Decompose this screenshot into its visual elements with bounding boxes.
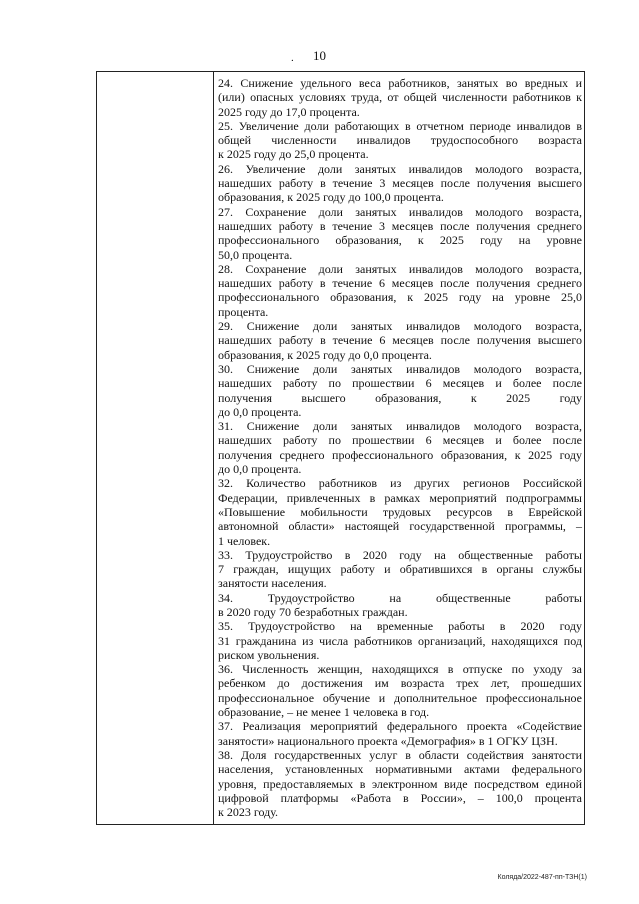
list-item (218, 591, 582, 620)
list-item-line: нашедших работу по прошествии 6 месяцев и более после (218, 433, 582, 448)
list-item-line: уровня, предоставляемых в электронном виде посредством единой (218, 776, 582, 791)
column-divider (213, 72, 214, 824)
list-item-line: занятости населения. (218, 576, 327, 591)
list-item (218, 162, 582, 205)
list-item-line: до 0,0 процента. (218, 404, 302, 419)
list-item-line: цифровой платформы «Работа в России», – 100,0 процента (218, 790, 582, 805)
list-item-line: профессионального образования, к 2025 году на уровне 25,0 (218, 290, 582, 305)
list-item-line: занятости» национального проекта «Демография» в 1 ОГКУ ЦЗН. (218, 733, 558, 748)
list-item-line: к 2025 году до 25,0 процента. (218, 147, 369, 162)
list-item-line: 2025 году до 17,0 процента. (218, 104, 360, 119)
list-item-line: 27. Сохранение доли занятых инвалидов молодого возраста, (218, 204, 582, 219)
list-item-line: к 2023 году. (218, 805, 279, 820)
list-item (218, 419, 582, 476)
list-item-line: 32. Количество работников из других регионов Российской (218, 476, 582, 491)
list-item-line: 28. Сохранение доли занятых инвалидов молодого возраста, (218, 261, 582, 276)
list-item-line: 30. Снижение доли занятых инвалидов молодого возраста, (218, 361, 582, 376)
list-item-line: 31. Снижение доли занятых инвалидов молодого возраста, (218, 419, 582, 434)
list-item-line: автономной области» настоящей государственной программы, – (218, 519, 582, 534)
list-item-line: 31 гражданина из числа работников организаций, находящихся под (218, 633, 582, 648)
list-item-line: получения высшего образования, к 2025 году (218, 390, 582, 405)
list-item-line: 50,0 процента. (218, 247, 293, 262)
list-item (218, 362, 582, 419)
list-item-line: 34. Трудоустройство на общественные работы (218, 590, 582, 605)
list-item (218, 748, 582, 819)
list-item (218, 205, 582, 262)
list-item-line: нашедших работу по прошествии 6 месяцев и более после (218, 376, 582, 391)
list-item-line: риском увольнения. (218, 647, 320, 662)
page-dot: . (291, 52, 294, 64)
list-item-line: 35. Трудоустройство на временные работы в 2020 году (218, 619, 582, 634)
list-item-line: 38. Доля государственных услуг в области содействия занятости (218, 747, 582, 762)
footer-document-code: Коляда/2022-487-пп-ТЗН(1) (497, 874, 587, 881)
document-table (96, 71, 585, 825)
list-item-line: (или) опасных условиях труда, от общей численности работников к (218, 90, 582, 105)
list-item-line: нашедших работу в течение 3 месяцев после получения высшего (218, 176, 582, 191)
list-item-line: образования, к 2025 году до 0,0 процента. (218, 347, 432, 362)
list-item-line: 25. Увеличение доли работающих в отчетном периоде инвалидов в (218, 118, 582, 133)
table-content-cell (218, 76, 582, 819)
list-item (218, 262, 582, 319)
list-item (218, 662, 582, 719)
list-item-line: процента. (218, 304, 269, 319)
list-item-line: 26. Увеличение доли занятых инвалидов молодого возраста, (218, 161, 582, 176)
list-item-line: профессионального образования, к 2025 году на уровне (218, 233, 582, 248)
list-item (218, 719, 582, 748)
list-item-line: 37. Реализация мероприятий федерального проекта «Содействие (218, 719, 582, 734)
list-item (218, 619, 582, 662)
list-item-line: образования, к 2025 году до 100,0 процента. (218, 190, 444, 205)
list-item-line: 7 граждан, ищущих работу и обратившихся в органы службы (218, 562, 582, 577)
list-item-line: нашедших работу в течение 6 месяцев после получения среднего (218, 276, 582, 291)
list-item-line: профессиональное обучение и дополнительное профессиональное (218, 690, 582, 705)
list-item (218, 548, 582, 591)
list-item (218, 119, 582, 162)
list-item (218, 319, 582, 362)
list-item-line: «Повышение мобильности трудовых ресурсов в Еврейской (218, 504, 582, 519)
list-item-line: Федерации, привлеченных в рамках мероприятий подпрограммы (218, 490, 582, 505)
list-item-line: 36. Численность женщин, находящихся в отпуске по уходу за (218, 662, 582, 677)
list-item (218, 76, 582, 119)
list-item-line: нашедших работу в течение 3 месяцев после получения среднего (218, 218, 582, 233)
list-item-line: 1 человек. (218, 533, 271, 548)
list-item-line: в 2020 году 70 безработных граждан. (218, 604, 408, 619)
list-item-line: 29. Снижение доли занятых инвалидов молодого возраста, (218, 319, 582, 334)
list-item-line: образование, – не менее 1 человека в год. (218, 705, 430, 720)
list-item-line: получения среднего профессионального образования, к 2025 году (218, 447, 582, 462)
list-item-line: до 0,0 процента. (218, 462, 302, 477)
list-item-line: нашедших работу в течение 6 месяцев после получения высшего (218, 333, 582, 348)
page-number: 10 (313, 48, 326, 63)
list-item (218, 476, 582, 547)
list-item-line: ребенком до достижения им возраста трех лет, прошедших (218, 676, 582, 691)
list-item-line: 33. Трудоустройство в 2020 году на общественные работы (218, 547, 582, 562)
list-item-line: 24. Снижение удельного веса работников, занятых во вредных и (218, 76, 582, 90)
list-item-line: общей численности инвалидов трудоспособного возраста (218, 133, 582, 148)
list-item-line: населения, установленных нормативными актами федерального (218, 762, 582, 777)
